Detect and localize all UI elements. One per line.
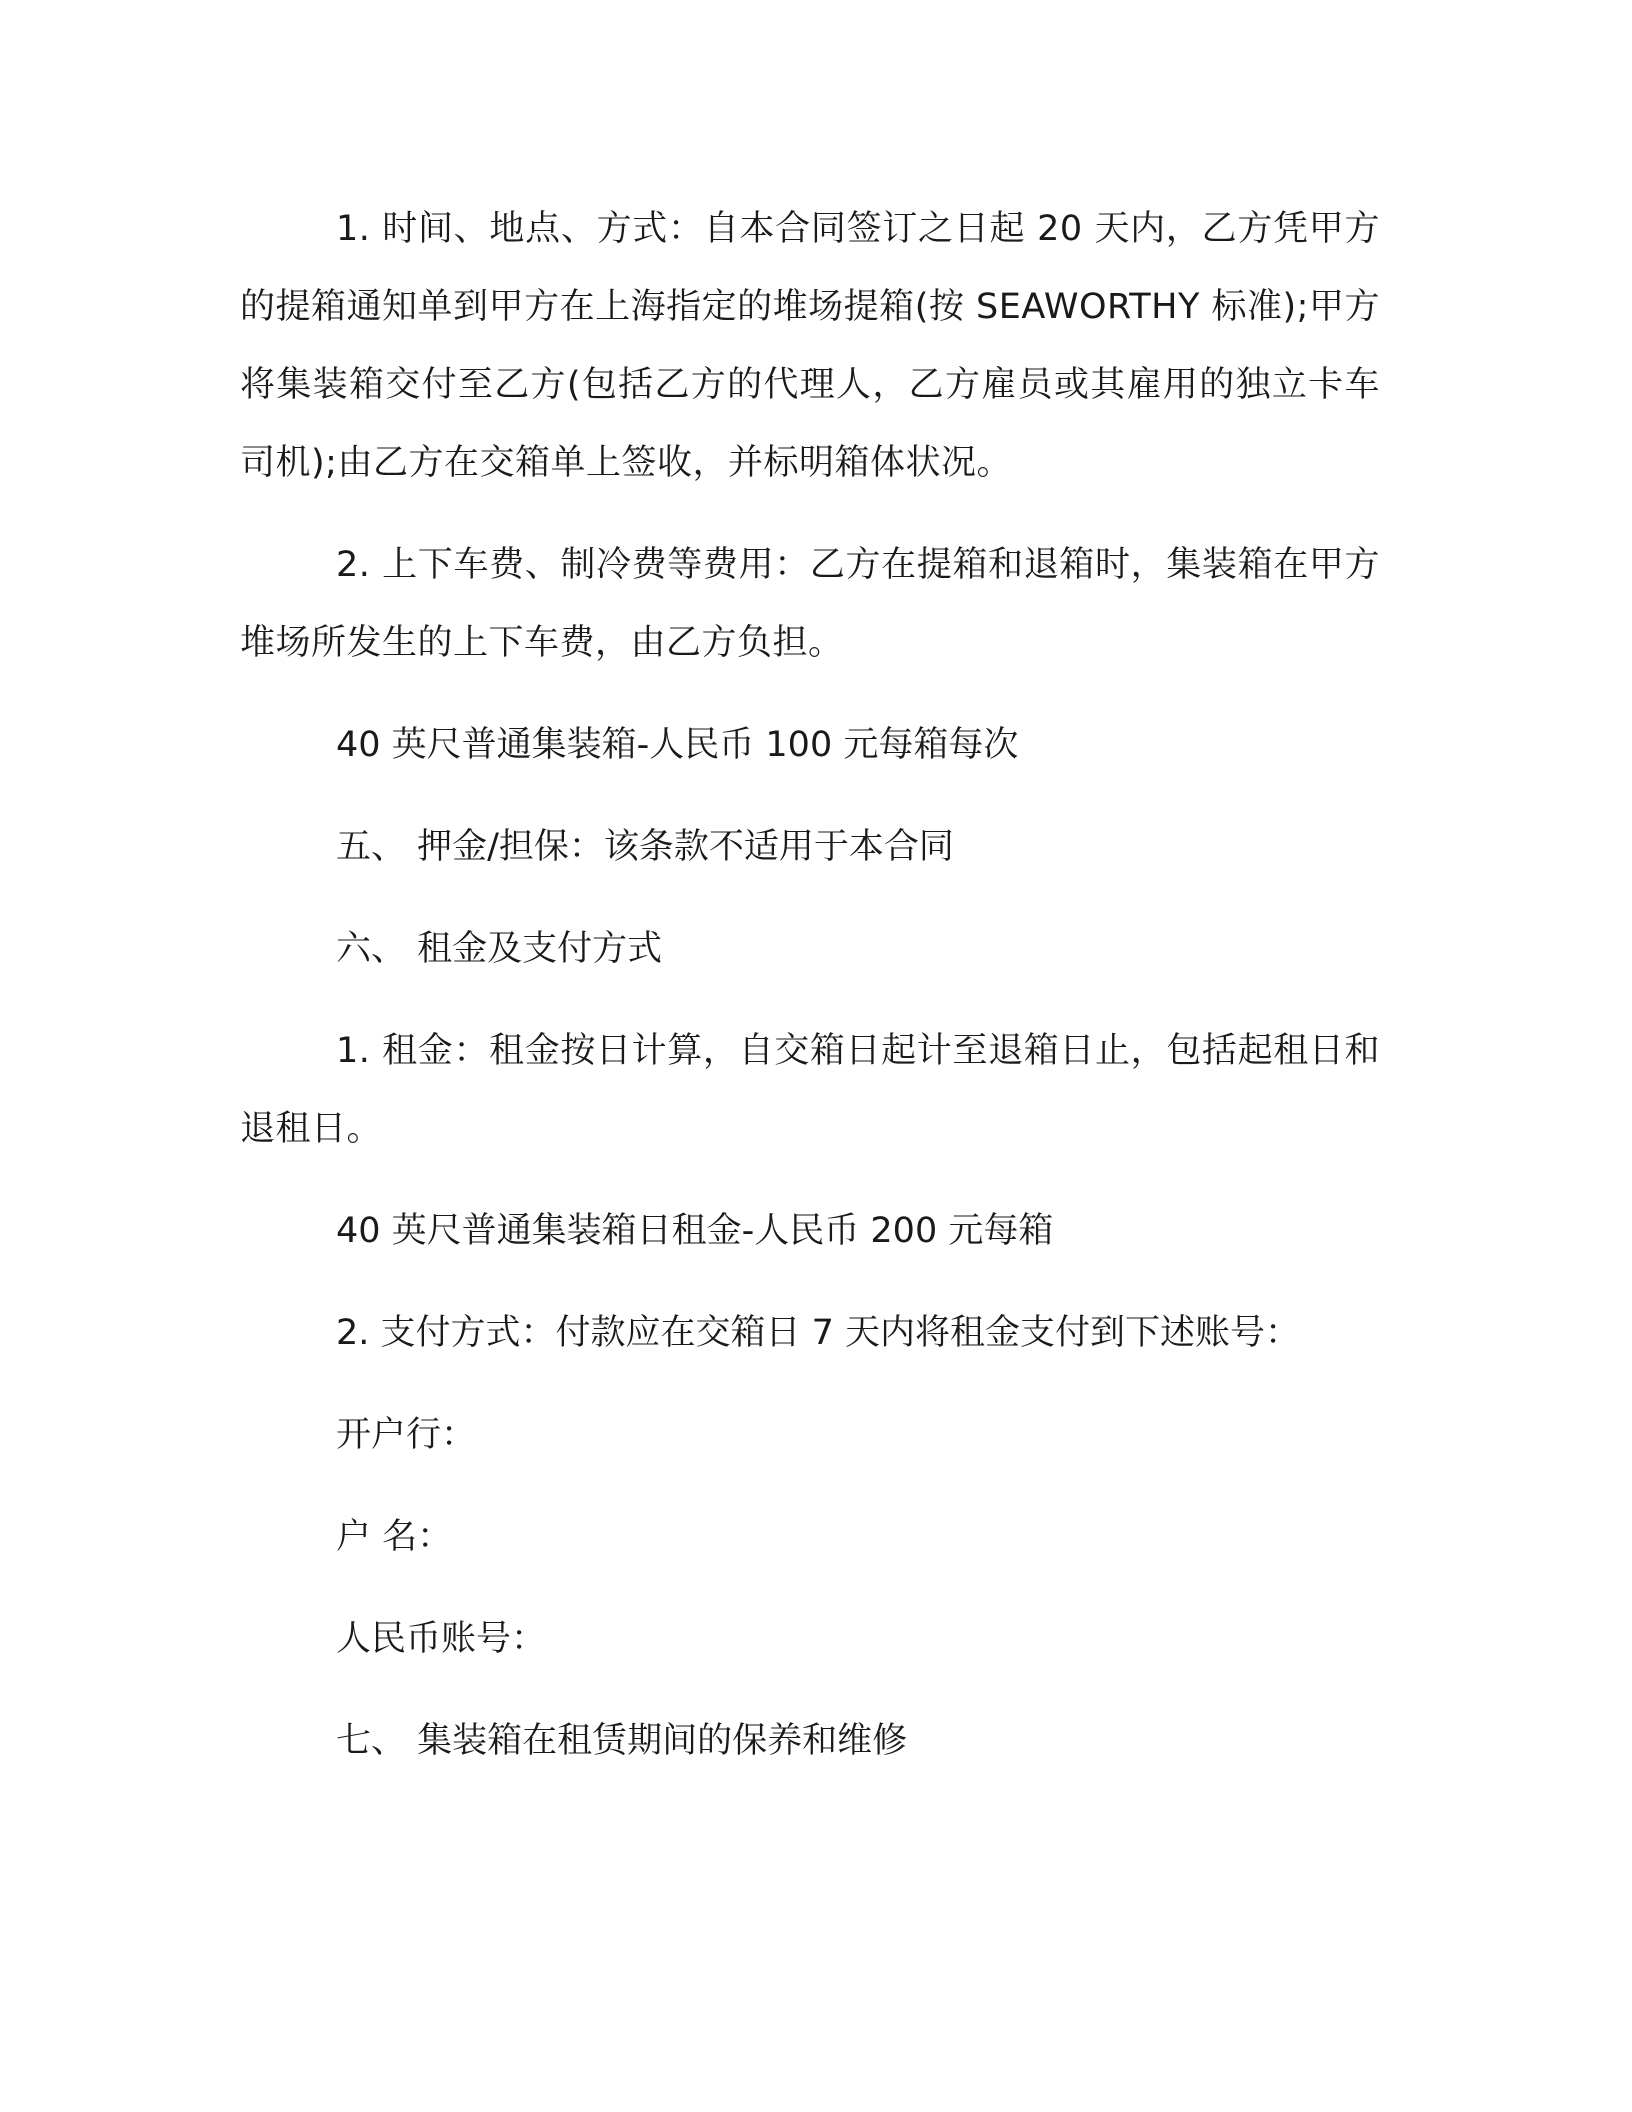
section-five-deposit: 五、 押金/担保：该条款不适用于本合同	[336, 827, 954, 867]
section-seven-maintenance: 七、 集装箱在租赁期间的保养和维修	[336, 1721, 908, 1761]
clause-pickup-time-place: 1. 时间、地点、方式：自本合同签订之日起 20 天内，乙方凭甲方的提箱通知单到甲方在上海指定的堆场提箱(按 SEAWORTHY 标准);甲方将集装箱交付至乙方(包括乙方的代理人，乙方雇员或其雇用的独立卡车司机);由乙方在交箱单上签收，并标明箱体状况。	[240, 209, 1380, 483]
account-holder-field: 户 名：	[336, 1517, 453, 1557]
clause-loading-fees: 2. 上下车费、制冷费等费用：乙方在提箱和退箱时，集装箱在甲方堆场所发生的上下车费，由乙方负担。	[240, 545, 1380, 663]
rmb-account-field: 人民币账号：	[336, 1619, 547, 1659]
document-body	[240, 190, 1380, 1780]
fee-40ft-container: 40 英尺普通集装箱-人民币 100 元每箱每次	[336, 725, 1019, 765]
section-six-rent-payment: 六、 租金及支付方式	[336, 929, 663, 969]
clause-rent-calculation: 1. 租金：租金按日计算，自交箱日起计至退箱日止，包括起租日和退租日。	[240, 1031, 1380, 1149]
bank-name-field: 开户行：	[336, 1415, 477, 1455]
clause-payment-method: 2. 支付方式：付款应在交箱日 7 天内将租金支付到下述账号：	[336, 1313, 1301, 1353]
daily-rent-40ft-container: 40 英尺普通集装箱日租金-人民币 200 元每箱	[336, 1211, 1054, 1251]
